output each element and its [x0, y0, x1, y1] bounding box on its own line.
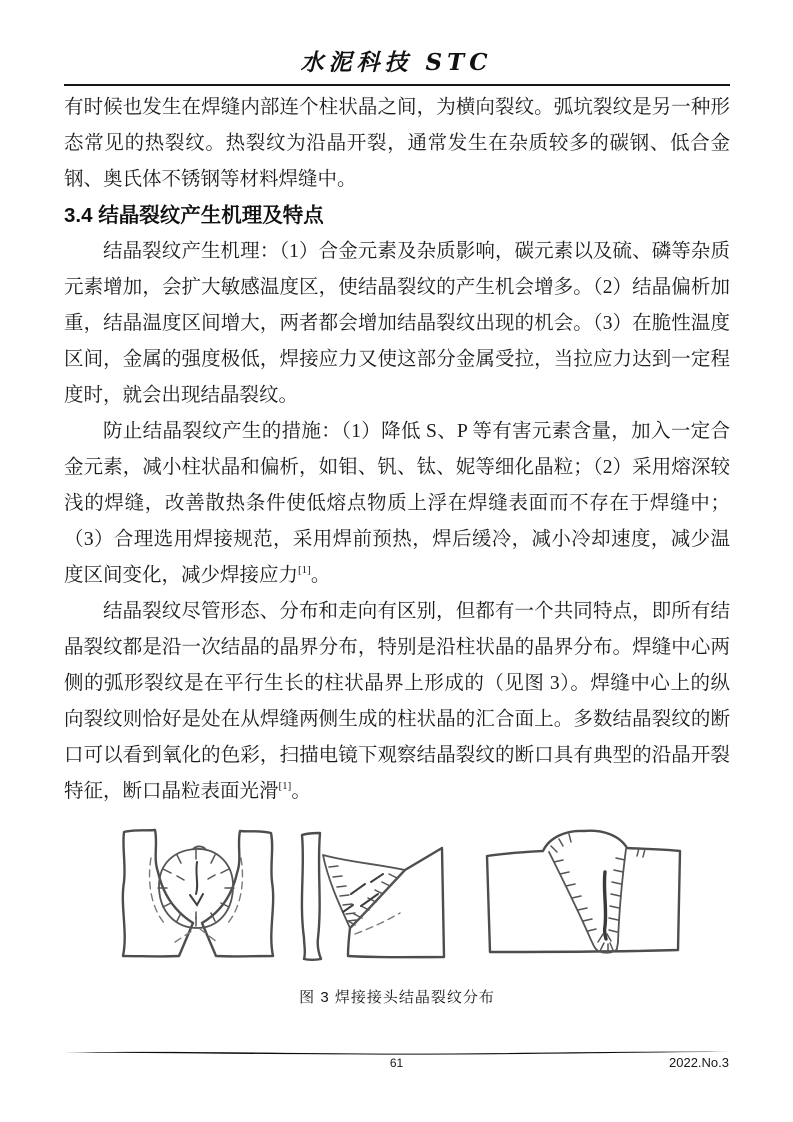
header-rule: [64, 84, 730, 86]
journal-title: 水泥科技 STC: [300, 49, 493, 76]
weld-sketch-double-v-groove: [123, 830, 273, 956]
weld-sketch-corner-joint: [302, 833, 444, 960]
paragraph-prevention: [64, 414, 730, 594]
figure-caption: 图 3 焊接接头结晶裂纹分布: [299, 989, 495, 1006]
figure-3: [64, 818, 730, 1007]
paragraph-text: 结晶裂纹产生机理：（1）合金元素及杂质影响，碳元素以及硫、磷等杂质元素增加，会扩大敏感温度区，使结晶裂纹的产生机会增多。（2）结晶偏析加重，结晶温度区间增大，两者都会增加结晶裂纹出现的机会。（3）在脆性温度区间，金属的强度极低，焊接应力又使这部分金属受拉，当拉应力达到一定程度时，就会出现结晶裂纹。: [64, 241, 730, 406]
paragraph-tail: 。: [310, 565, 331, 586]
citation-mark: [1]: [298, 563, 311, 576]
section-heading: 3.4 结晶裂纹产生机理及特点: [64, 204, 324, 227]
citation-mark: [1]: [278, 779, 292, 792]
paragraph-text: 防止结晶裂纹产生的措施：（1）降低 S、P 等有害元素含量，加入一定合金元素，减小柱状晶和偏析，如钼、钒、钛、妮等细化晶粒；（2）采用熔深较浅的焊缝，改善散热条件使低熔点物质上浮在焊缝表面而不存在于焊缝中；（3）合理选用焊接规范，采用焊前预热，焊后缓冷，减小冷却速度，减少温度区间变化，减少焊接应力: [64, 421, 730, 586]
weld-crack-sketches: [97, 818, 697, 976]
paragraph-mechanism: [64, 234, 730, 414]
paragraph-tail: 。: [291, 781, 311, 802]
weld-sketch-single-v-butt: [487, 831, 680, 953]
article-body: [64, 90, 730, 810]
paragraph-text: 结晶裂纹尽管形态、分布和走向有区别，但都有一个共同特点，即所有结晶裂纹都是沿一次结晶的晶界分布，特别是沿柱状晶的晶界分布。焊缝中心两侧的弧形裂纹是在平行生长的柱状晶界上形成的（见图 3）。焊缝中心上的纵向裂纹则恰好是处在从焊缝两侧生成的柱状晶的汇合面上。多数结晶裂纹的断口可以看到氧化的色彩，扫描电镜下观察结晶裂纹的断口具有典型的沿晶开裂特征，断口晶粒表面光滑: [64, 601, 730, 802]
page-number: 61: [389, 1056, 404, 1070]
paragraph-characteristics: [64, 594, 730, 810]
issue-label: 2022.No.3: [669, 1055, 729, 1070]
footer-rule: [64, 1050, 730, 1055]
paragraph-continued: 有时候也发生在焊缝内部连个柱状晶之间，为横向裂纹。弧坑裂纹是另一种形态常见的热裂纹。热裂纹为沿晶开裂，通常发生在杂质较多的碳钢、低合金钢、奥氏体不锈钢等材料焊缝中。: [64, 97, 730, 190]
